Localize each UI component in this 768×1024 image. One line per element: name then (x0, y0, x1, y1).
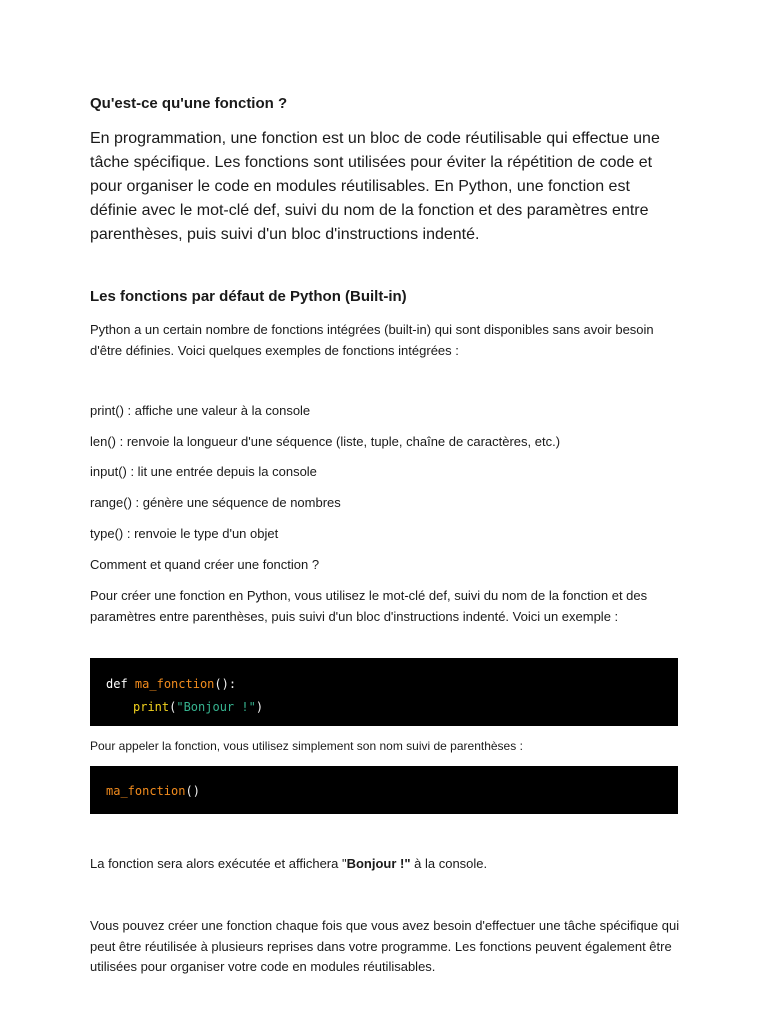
builtin-item-input: input() : lit une entrée depuis la console (90, 464, 317, 479)
paragraph-closing: Vous pouvez créer une fonction chaque fois que vous avez besoin d'effectuer une tâche spécifique qui peut être réutilisée à plusieurs reprises dans votre programme. Les fonctions peuvent également être utilisées pour organiser votre code en modules réutilisables. (90, 918, 680, 974)
result-text-after: à la console. (410, 856, 488, 871)
code-call-function-name: ma_fonction (106, 784, 186, 798)
code-close-paren: ) (255, 700, 264, 714)
paragraph-call-function: Pour appeler la fonction, vous utilisez simplement son nom suivi de parenthèses : (90, 739, 523, 753)
heading-builtin-functions: Les fonctions par défaut de Python (Built-in) (90, 288, 407, 305)
code-builtin-print: print (133, 700, 170, 714)
paragraph-create-function: Pour créer une fonction en Python, vous utilisez le mot-clé def, suivi du nom de la fonction et des paramètres entre parenthèses, puis suivi d'un bloc d'instructions indenté. Voici un exemple : (90, 588, 648, 624)
code-line-call (106, 784, 200, 798)
code-call-parens: () (185, 784, 200, 798)
code-block-definition (90, 658, 678, 726)
builtin-item-range: range() : génère une séquence de nombres (90, 495, 341, 510)
code-string-literal: "Bonjour !" (176, 700, 256, 714)
code-line-print (133, 700, 263, 714)
paragraph-definition: En programmation, une fonction est un bloc de code réutilisable qui effectue une tâche spécifique. Les fonctions sont utilisées pour éviter la répétition de code et pour organiser le code en modules réutilisables. En Python, une fonction est définie avec le mot-clé def, suivi du nom de la fonction et des paramètres entre parenthèses, puis suivi d'un bloc d'instructions indenté. (90, 130, 660, 243)
code-function-name: ma_fonction (134, 677, 215, 691)
result-text-bold: Bonjour !" (346, 856, 411, 871)
code-parens-colon: (): (214, 677, 237, 691)
code-line-def (106, 677, 236, 691)
code-open-paren: ( (169, 700, 177, 714)
subheading-how-when: Comment et quand créer une fonction ? (90, 557, 320, 572)
code-keyword-def: def (106, 677, 128, 691)
code-block-call (90, 766, 678, 814)
result-text-before: La fonction sera alors exécutée et affichera " (90, 856, 347, 871)
builtin-item-type: type() : renvoie le type d'un objet (90, 526, 279, 541)
paragraph-builtin-intro: Python a un certain nombre de fonctions intégrées (built-in) qui sont disponibles sans avoir besoin d'être définies. Voici quelques exemples de fonctions intégrées : (90, 322, 654, 358)
builtin-item-len: len() : renvoie la longueur d'une séquence (liste, tuple, chaîne de caractères, etc.) (90, 434, 561, 449)
builtin-item-print: print() : affiche une valeur à la console (90, 403, 311, 418)
heading-what-is-function: Qu'est-ce qu'une fonction ? (90, 95, 288, 112)
paragraph-result (90, 856, 487, 871)
